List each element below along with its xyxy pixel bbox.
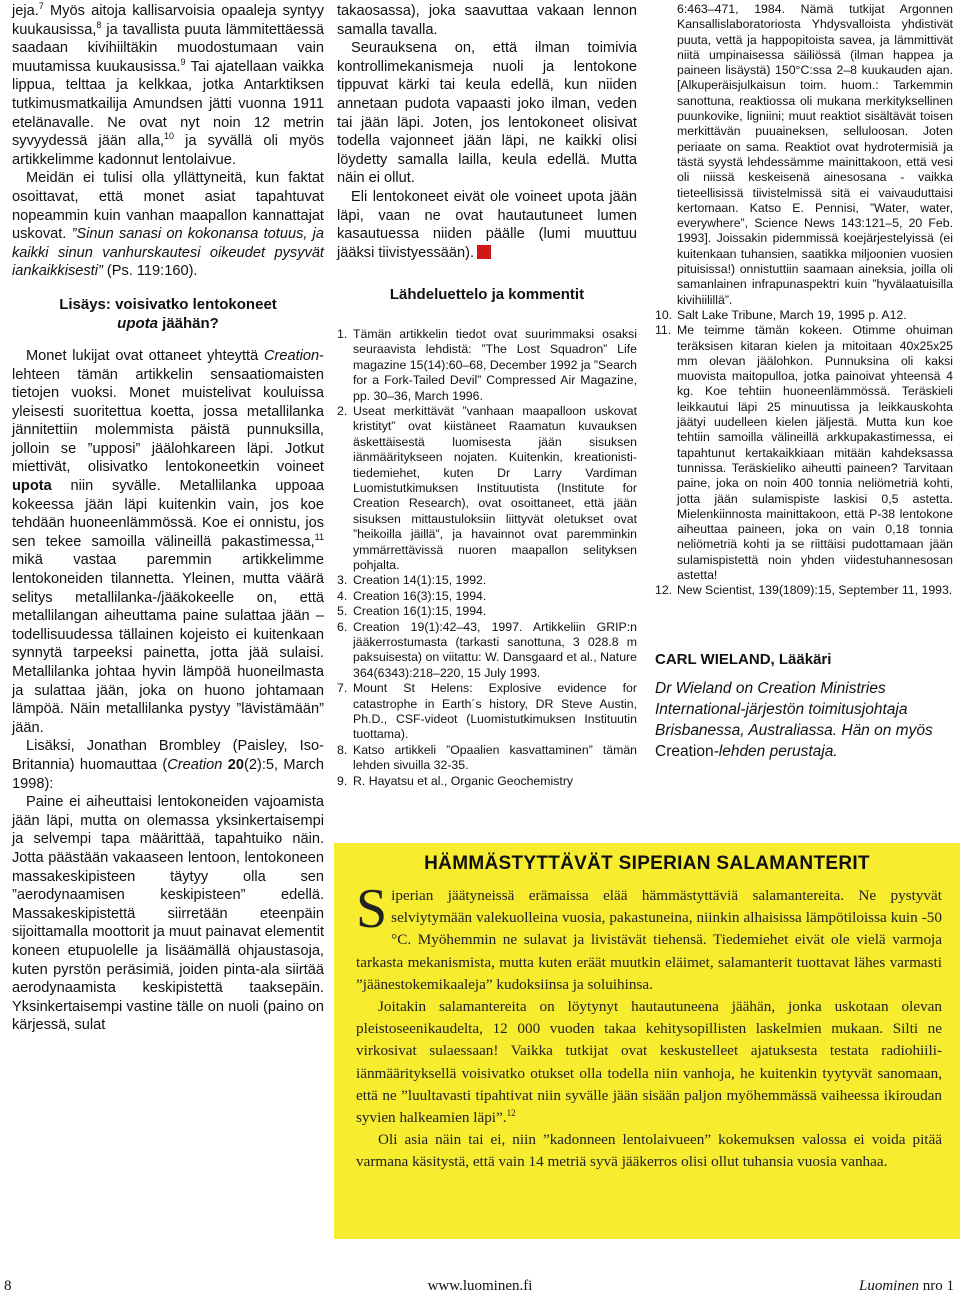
column-3: [655, 2, 953, 762]
reference-text: Useat merkittävät ”vanhaan maapalloon uskovat kristityt” ovat kiistäneet Raamatun kuvauksen äskettäisestä luomisesta jään sisuksen iänmääritykseen nojaten. Kuitenkin, kreationisti-tiedemiehet, kuten Dr Larry Vardiman Luomistutkimuksen Instituutista (Institute for Creation Research), ovat osoittaneet, että jään sisuksen mittaustuloksiin liittyvät oletukset ovat ”heikoilla jäillä”, ja havainnot ovat paremminkin ymmärrettävissä nuoren maapallon selityksen pohjalta.: [353, 403, 637, 572]
reference-item: [337, 404, 637, 573]
issue-label: Luominen nro 1: [859, 1278, 954, 1294]
reference-number: 11.: [655, 323, 672, 338]
reference-number: 8.: [337, 742, 348, 757]
reference-text: Salt Lake Tribune, March 19, 1995 p. A12.: [677, 307, 907, 322]
sidebar-paragraph-3: Oli asia näin tai ei, niin ”kadonneen lentolaivueen” kokemuksen valossa ei voida pitää varmana käsitystä, että vain 14 metriä syvä jääkerros olisi ollut tuhansia vuosia vanhaa.: [356, 1131, 942, 1171]
reference-number: 10.: [655, 307, 673, 322]
reference-number: 2.: [337, 403, 348, 418]
reference-number: 7.: [337, 681, 348, 696]
reference-number: 5.: [337, 604, 348, 619]
reference-text: Tämän artikkelin tiedot ovat suurimmaksi osaksi seuraavista lehdistä: ”The Lost Squadron” Life magazine 15(14):60–68, December 1992 ja ”Search for a Fork-Tailed Devil” Compressed Air Magazine, pp. 30–36, March 1996.: [353, 326, 637, 403]
reference-text: Creation 19(1):42–43, 1997. Artikkeliin GRIP:n jääkerrostumasta (tarkasti sanottuna, 3 028.8 m paksuisesta) on viitattu: W. Dansgaard et al., Nature 364(6343):218–220, 15 July 1993.: [353, 619, 637, 680]
paragraph-2: Meidän ei tulisi olla yllättyneitä, kun faktat osoittavat, että monet asiat tapahtuvat nopeammin kuin vanhan maapallon kannattajat uskovat. ”Sinun sanasi on kokonansa totuus, ja kaikki sinun vanhurskautesi oikeudet pysyvät iankaikkisesti” (Ps. 119:160).: [12, 170, 324, 280]
subheading: Lisäys: voisivatko lentokoneet upota jäähän?: [59, 295, 277, 332]
reference-number: 12.: [655, 583, 673, 598]
author-bio: Dr Wieland on Creation Ministries International-järjestön toimitusjohtaja Brisbanessa, Australiassa. Hän on myös Creation-lehden perustaja.: [655, 679, 933, 760]
reference-item: [655, 583, 953, 598]
reference-item: [337, 604, 637, 619]
website-link[interactable]: www.luominen.fi: [427, 1278, 533, 1294]
reference-text: Creation 14(1):15, 1992.: [353, 573, 487, 588]
reference-item: [337, 327, 637, 404]
reference-item: [337, 774, 637, 789]
end-mark-icon: [477, 245, 491, 259]
reference-number: 6.: [337, 619, 348, 634]
references-list-continued: [655, 308, 953, 599]
paragraph-8: Eli lentokoneet eivät ole voineet upota jään läpi, vaan ne ovat hautautuneet lumen kasautuessa niiden päälle (lumi muuttuu jääksi tiivistyessään).: [337, 188, 637, 261]
reference-number: 3.: [337, 573, 348, 588]
reference-number: 9.: [337, 773, 348, 788]
reference-number: 1.: [337, 326, 348, 341]
column-1: [12, 2, 324, 1035]
reference-text: Katso artikkeli ”Opaalien kasvattaminen” tämän lehden sivuilla 32-35.: [353, 742, 637, 773]
salamander-sidebar: [334, 843, 960, 1239]
paragraph-4: Lisäksi, Jonathan Brombley (Paisley, Iso-Britannia) huomauttaa (Creation 20(2):5, March 1998):: [12, 738, 324, 792]
sidebar-body: [356, 878, 942, 1174]
sidebar-paragraph-2: Joitakin salamantereita on löytynyt hautautuneena jäähän, jonka uskotaan olevan pleistoseenikaudelta, 12 000 vuoden takaa kehitysopillisten laskelmien mukaan. Silti ne virkosivat sulaessaan! Vaikka tutkijat ovat keskustelleet ajatuksesta testata radiohiili-iänmäärityksellä voisivatko otukset olla todella niin vanhoja, he kuitenkin tyytyvät sanomaan, että ne ”luultavasti tipahtivat niin syvälle jään sisään paljon myöhemmässä vaiheessa ikiroudan syvien halkeamien läpi”.$^{12}$: [356, 998, 942, 1127]
column-2: [337, 2, 637, 789]
dropcap: S: [356, 878, 388, 940]
paragraph-5: Paine ei aiheuttaisi lentokoneiden vajoamista jään läpi, mutta on olemassa yksinkertaisempi ja selvempi tapa määrittää, tapahtuiko näin. Jotta päästään vakaaseen lentoon, lentokoneen massakeskipisteen täytyy olla sen ”aerodynaamisen keskipisteen” edellä. Massakeskipistettä siirretään eteenpäin sijoittamalla moottorit ja muut painavat elementit koneen etupuolelle ja lisäämällä ohjaustasoja, kuten pyrstön peräsimiä, joiden pinta-ala siirtää aerodynaamista keskipistettä taaksepäin. Yksinkertaisempi vastine tälle on nuoli (paino on kärjessä, sulat: [12, 794, 324, 1034]
reference-item: [337, 573, 637, 588]
reference-item: [337, 743, 637, 774]
reference-text: Creation 16(1):15, 1994.: [353, 604, 487, 619]
reference-item: [337, 620, 637, 682]
sidebar-paragraph-1: Siperian jäätyneissä erämaissa elää hämmästyttäviä salamantereita. Ne pystyvät selviytymään valekuolleina vuosia, pakastuneina, niinkin alhaisissa lämpötiloissa kuin -50 °C. Myöhemmin ne sulavat ja livistävät tiehensä. Tiedemiehet eivät ole vielä varmoja tarkasta mekanismista, mutta kuten eräät muutkin eläimet, salamanterit tuottavat lähes varmasti ”jäänestokemikaaleja” kudoksiinsa ja soluihinsa.: [356, 878, 942, 993]
reference-9-continued: 6:463–471, 1984. Nämä tutkijat Argonnen Kansallislaboratoriosta Yhdysvalloista yhdistivät puuta, vettä ja happopitoista savea, ja lämmittivät niitä umpinaisessa säiliössä (ilman happea ja paineen lisäystä) 150°C:ssa 2–8 kuukauden ajan. [Alkuperäisjulkaisun toim. huom.: Tarkemmin sanottuna, reaktiossa oli mukana merkityksellinen puunkovike, ligniini; muut reaktiot sisältävät toisen merkittävän puuaineksen, selluloosan. Joten periaate on sama. Reaktiot ovat hydrotermisiä ja tästä syystä lehdessämme mainittakoon, että vesi oli niissä keskeisenä ainesosana - vaikka tieteellisissä tiivistelmissä sitä ei vaivauduttaisi kertomaan. Katso E. Pennisi, ”Water, water, everywhere”, Science News 143:121–5, 20 Feb. 1993]. Joissakin pidemmissä koejärjestelyissä (ei kuitenkaan tuhansien, saatikka miljoonien vuosien pituisissa!) onnistuttiin saamaan aineksia, joilla oli samanlainen infrapunaspektri kuin ”hyvälaatuisilla kivihiilillä”.: [677, 2, 953, 307]
paragraph-7: Seurauksena on, että ilman toimivia kontrollimekanismeja nuoli ja lentokone tippuvat kärki tai keula edellä, kun niiden annetaan pudota vapaasti joko ilman, veden tai jään läpi. Joten, jos lentokoneet olisivat todella vajonneet jään läpi, ne kaikki olisi löydetty samalla lailla, keula edellä. Mutta näin ei ollut.: [337, 40, 637, 187]
paragraph-3: Monet lukijat ovat ottaneet yhteyttä Creation-lehteen tämän artikkelin sensaatiomaisten tietojen vuoksi. Monet muistelivat kouluissa yleisesti suoritettua koetta, jossa metallilanka jännitettiin molemmista päistä punnuksilla, jolloin se ”upposi” jäälohkareen läpi. Jotkut miettivät, olisivatko lentokoneetkin voineet upota niin syvälle. Metallilanka uppoaa kokeessa jään läpi kuitenkin vain, jos koe tehdään huoneenlämmössä. Koe ei onnistu, jos sen tekee samoilla välineillä pakastimessa,$^{11}$ mikä vastaa paremmin artikkelimme lentokoneiden tilannetta. Yleinen, mutta väärä selitys metallilanka-/jääkokeelle on, että metallilangan aiheuttama paine sulattaa jään – todellisuudessa tällainen kojeisto ei kuitenkaan synnytä tarpeeksi painetta, jotta jää sulaisi. Metallilanka johtaa hyvin lämpöä huoneilmasta ja sulattaa jään, joka on huono johtamaan lämpöä. Näin metallilanka pystyy ”lävistämään” jään.: [12, 347, 324, 736]
paragraph-1: jeja.$^7$ Myös aitoja kallisarvoisia opaaleja syntyy kuukausissa,$^8$ ja tavallista puuta lämmitettäessä saadaan kivihiiltäkin muodostumaan vain muutamissa kuukausissa.$^9$ Tai ajatellaan vaikka lippua, telttaa ja kelkkaa, jotka Antarktiksen tutkimusmatkailija Amundsen jätti vuonna 1911 etelänavalle. Ne ovat nyt noin 12 metrin syvyydessä jään alla,$^{10}$ ja syvällä oli myös artikkelimme kadonnut lentolaivue.: [12, 1, 324, 168]
reference-item: [337, 589, 637, 604]
reference-text: Mount St Helens: Explosive evidence for catastrophe in Earth´s history, DR Steve Austin, Ph.D., CSF-videot (Luomistutkimuksen Instituutin tuottama).: [353, 681, 637, 742]
sidebar-title: HÄMMÄSTYTTÄVÄT SIPERIAN SALAMANTERIT: [424, 853, 870, 874]
reference-text: R. Hayatsu et al., Organic Geochemistry: [353, 773, 574, 788]
paragraph-6: takaosassa), joka saavuttaa vakaan lennon samalla tavalla.: [337, 3, 637, 38]
reference-item: [337, 681, 637, 743]
author-name: CARL WIELAND, Lääkäri: [655, 650, 832, 668]
reference-item: [655, 308, 953, 323]
references-list: [337, 327, 637, 789]
reference-number: 4.: [337, 588, 348, 603]
page-number: 8: [4, 1278, 12, 1294]
reference-item: [655, 323, 953, 583]
reference-text: New Scientist, 139(1809):15, September 11, 1993.: [677, 583, 953, 598]
reference-text: Me teimme tämän kokeen. Otimme ohuiman teräksisen kitaran kielen ja mitoitaan 40x25x25 mm olevan jäälohkon. Punnuksina oli kaksi muovista maitopulloa, jotka painoivat yhteensä 4 kg. Koe tehtiin huoneenlämmössä. Teräskieli leikkautui läpi 25 minuutissa ja leikkauskohta jäätyi uudelleen kielen jäljestä. Mutta kun koe tehtiin samoilla välineillä arkkupakastimessa, ei tapahtunut kertakaikkiaan mitään kahdeksassa tunnissa. Teräskieliko aiheutti paineen? Tarvitaan paine, joka on noin 400 tonnia neliömetriä kohti, jotta jään sulamispiste laskisi 0,5 astetta. Mielenkiinnosta mainittakoon, että P-38 lentokone aiheuttaa paineen, joka on vain 0,18 tonnia neliömetriä kohti ja se riittäisi pudottamaan jään sulamispistettä noin yhden viidestuhannesosan astetta!: [677, 323, 953, 582]
reference-text: Creation 16(3):15, 1994.: [353, 588, 487, 603]
references-heading: Lähdeluettelo ja kommentit: [389, 286, 585, 304]
